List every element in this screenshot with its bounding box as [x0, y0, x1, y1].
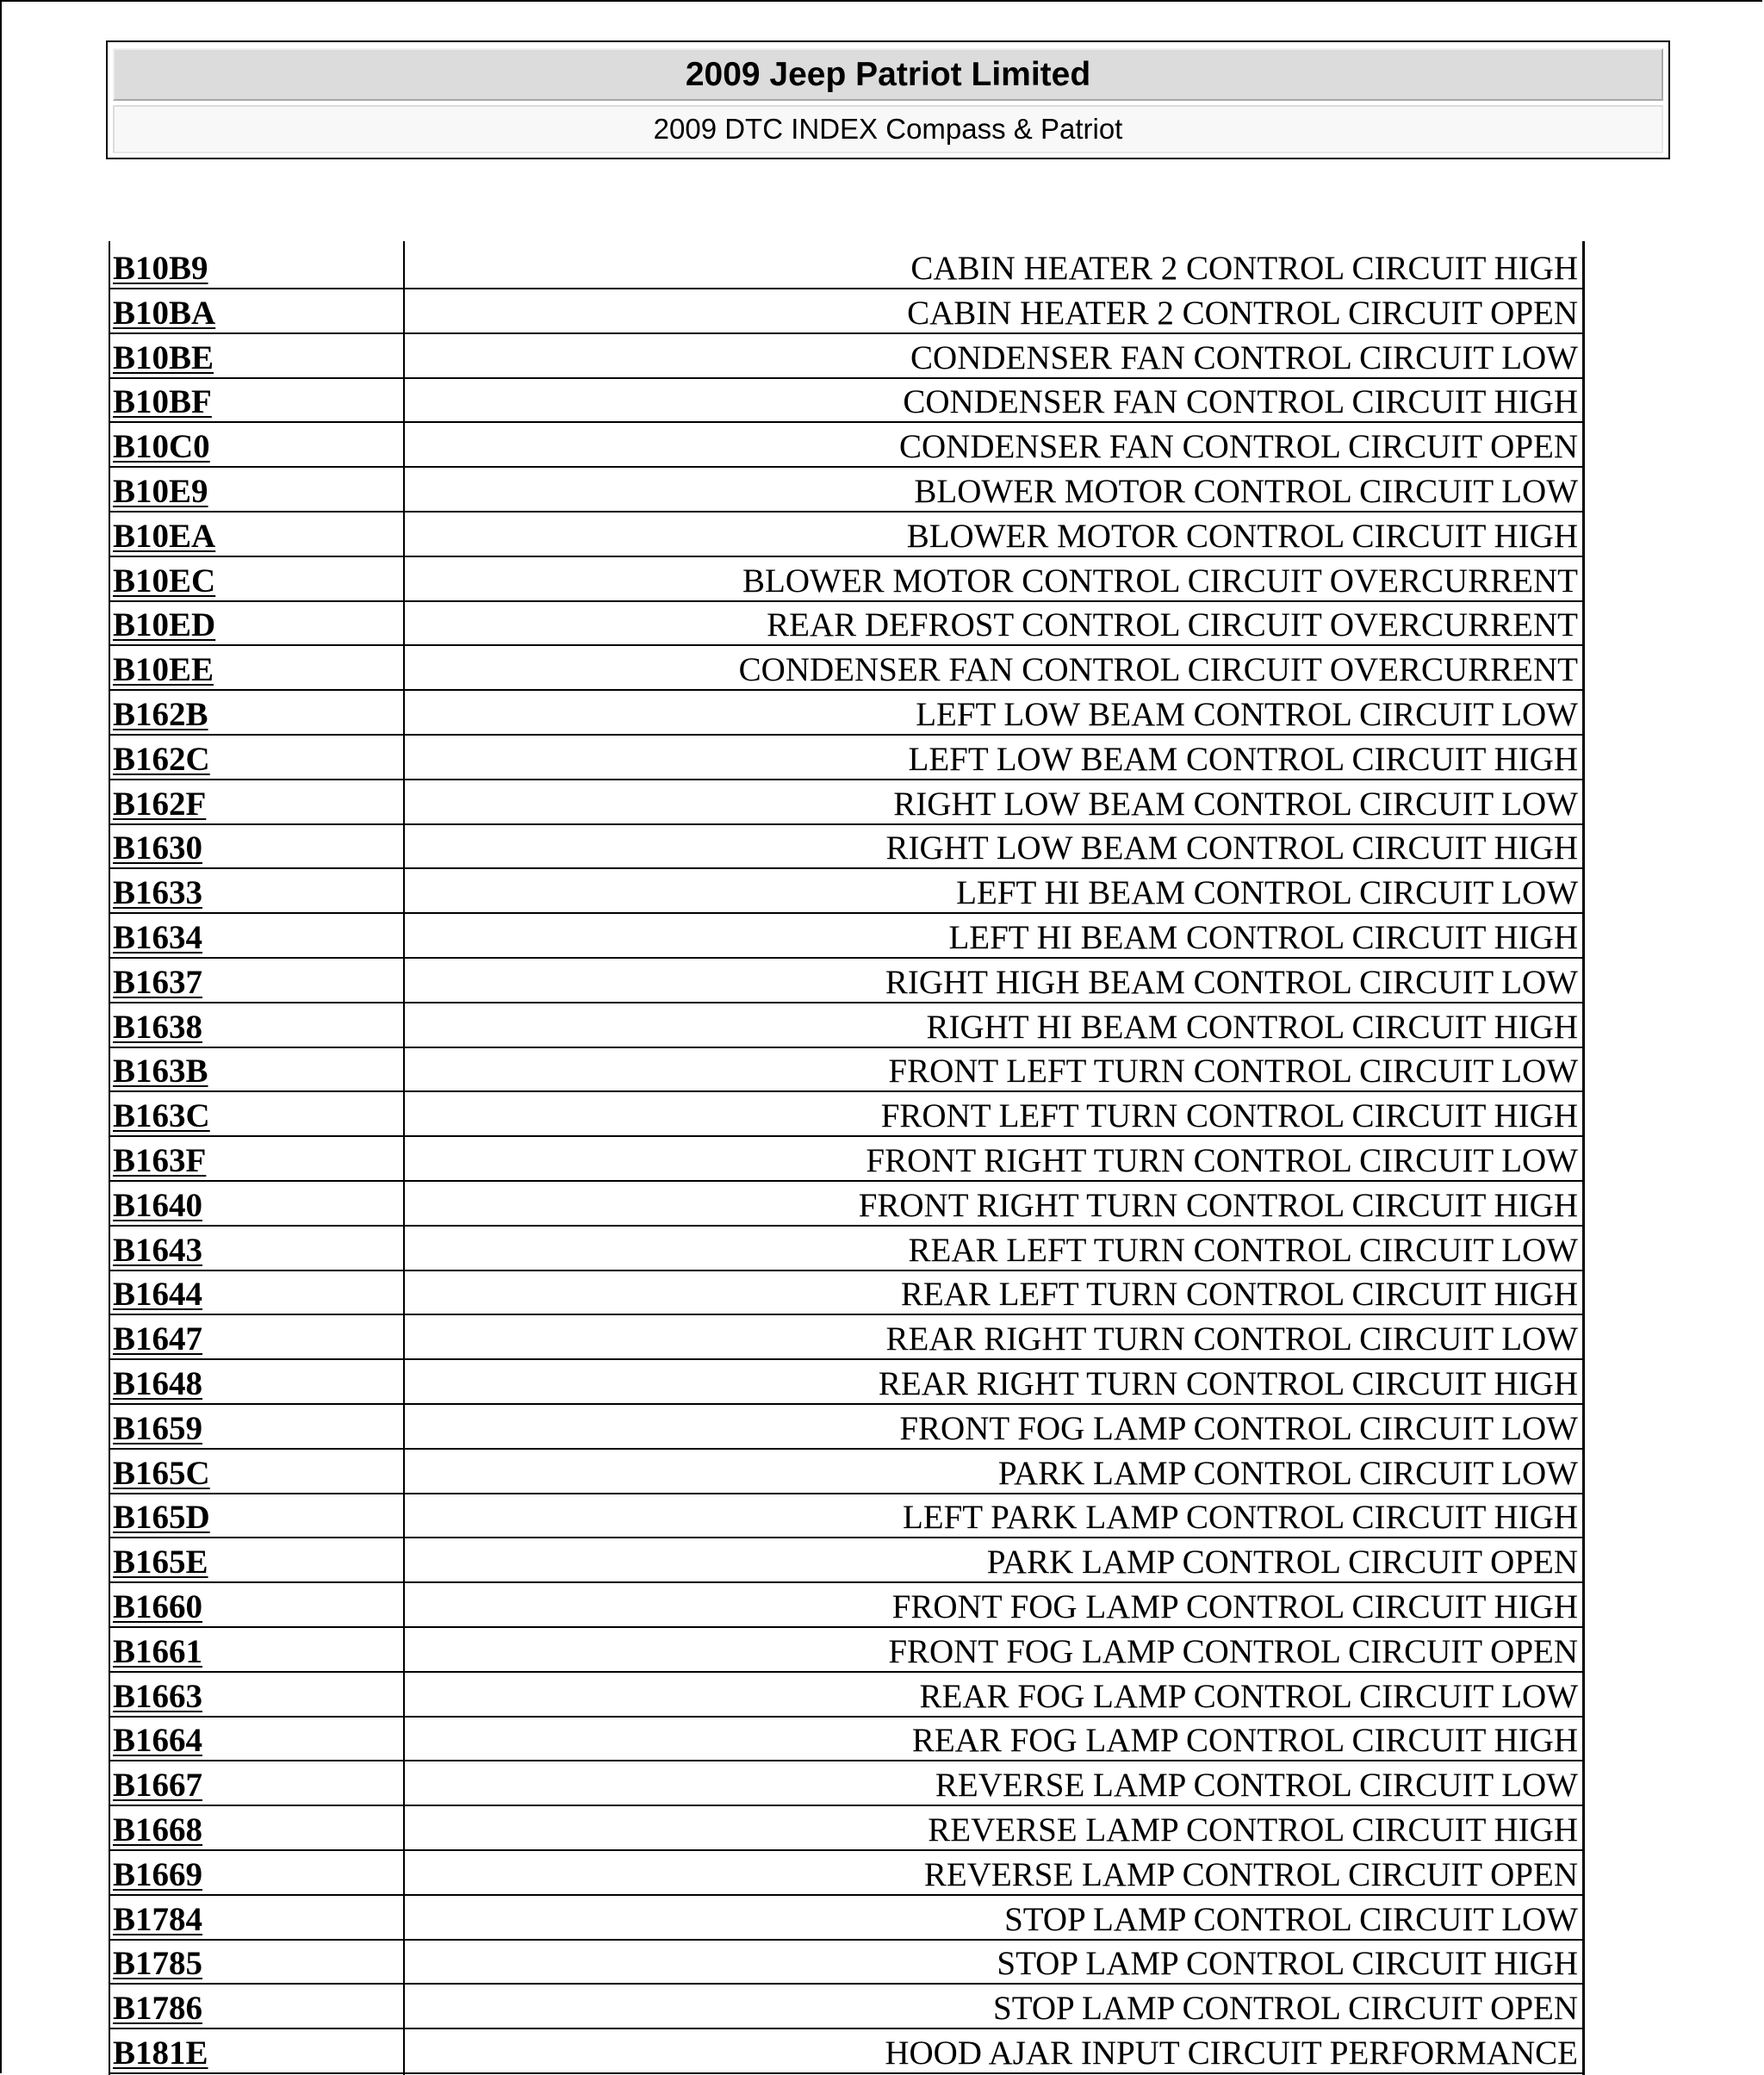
dtc-code-link[interactable]: B1648	[113, 1365, 203, 1402]
dtc-description: REVERSE LAMP CONTROL CIRCUIT OPEN	[923, 1855, 1578, 1893]
dtc-code-link[interactable]: B10BA	[113, 294, 216, 332]
dtc-code-link[interactable]: B162C	[113, 740, 210, 778]
dtc-description: FRONT LEFT TURN CONTROL CIRCUIT LOW	[888, 1053, 1578, 1090]
table-row	[110, 959, 1582, 1003]
dtc-description: FRONT LEFT TURN CONTROL CIRCUIT HIGH	[880, 1097, 1578, 1135]
dtc-description: BLOWER MOTOR CONTROL CIRCUIT HIGH	[906, 517, 1578, 555]
table-row	[110, 824, 1582, 869]
table-row	[110, 1315, 1582, 1360]
dtc-code-link[interactable]: B165D	[113, 1499, 210, 1537]
table-row	[110, 1851, 1582, 1896]
dtc-description: CONDENSER FAN CONTROL CIRCUIT HIGH	[903, 383, 1578, 421]
dtc-code-link[interactable]: B1664	[113, 1722, 203, 1760]
dtc-description: LEFT PARK LAMP CONTROL CIRCUIT HIGH	[902, 1499, 1578, 1537]
table-row	[110, 1538, 1582, 1583]
dtc-description: FRONT FOG LAMP CONTROL CIRCUIT OPEN	[888, 1632, 1578, 1670]
dtc-code-link[interactable]: B1668	[113, 1811, 203, 1848]
dtc-code-link[interactable]: B1785	[113, 1945, 203, 1983]
dtc-code-link[interactable]: B163C	[113, 1097, 210, 1135]
dtc-description: LEFT HI BEAM CONTROL CIRCUIT LOW	[956, 874, 1578, 912]
dtc-code-link[interactable]: B1661	[113, 1632, 203, 1670]
dtc-description: REAR RIGHT TURN CONTROL CIRCUIT HIGH	[878, 1365, 1578, 1402]
dtc-description: REAR LEFT TURN CONTROL CIRCUIT LOW	[908, 1231, 1578, 1269]
dtc-code-link[interactable]: B10BF	[113, 383, 212, 421]
dtc-code-link[interactable]: B1659	[113, 1409, 203, 1447]
table-row	[110, 468, 1582, 513]
dtc-description: RIGHT LOW BEAM CONTROL CIRCUIT HIGH	[885, 829, 1578, 867]
dtc-description: PARK LAMP CONTROL CIRCUIT OPEN	[986, 1544, 1578, 1581]
dtc-code-link[interactable]: B1669	[113, 1855, 203, 1893]
table-row	[110, 691, 1582, 736]
dtc-description: FRONT RIGHT TURN CONTROL CIRCUIT LOW	[866, 1142, 1578, 1179]
dtc-code-link[interactable]: B10B9	[113, 250, 208, 287]
dtc-description: HOOD AJAR INPUT CIRCUIT PERFORMANCE	[885, 2035, 1578, 2072]
dtc-description: PARK LAMP CONTROL CIRCUIT LOW	[997, 1454, 1578, 1492]
dtc-description: CONDENSER FAN CONTROL CIRCUIT LOW	[910, 339, 1578, 376]
dtc-description: REVERSE LAMP CONTROL CIRCUIT HIGH	[928, 1811, 1578, 1848]
dtc-code-link[interactable]: B1660	[113, 1588, 203, 1625]
dtc-code-link[interactable]: B1647	[113, 1320, 203, 1358]
table-row	[110, 1003, 1582, 1048]
dtc-code-link[interactable]: B1640	[113, 1186, 203, 1224]
table-row	[110, 1896, 1582, 1941]
dtc-description: CABIN HEATER 2 CONTROL CIRCUIT OPEN	[907, 294, 1578, 332]
table-row	[110, 914, 1582, 959]
dtc-code-link[interactable]: B1667	[113, 1767, 203, 1805]
table-row	[110, 423, 1582, 468]
dtc-code-link[interactable]: B1633	[113, 874, 203, 912]
page-subtitle: 2009 DTC INDEX Compass & Patriot	[113, 105, 1663, 153]
dtc-code-link[interactable]: B10EC	[113, 562, 216, 600]
table-row	[110, 245, 1582, 289]
dtc-description: CONDENSER FAN CONTROL CIRCUIT OVERCURRENT	[738, 651, 1578, 689]
dtc-code-link[interactable]: B165E	[113, 1544, 208, 1581]
dtc-description: FRONT FOG LAMP CONTROL CIRCUIT LOW	[899, 1409, 1578, 1447]
table-row	[110, 1047, 1582, 1092]
dtc-code-link[interactable]: B10C0	[113, 428, 210, 466]
dtc-code-link[interactable]: B1634	[113, 919, 203, 956]
document-header	[106, 40, 1670, 159]
dtc-description: REAR LEFT TURN CONTROL CIRCUIT HIGH	[900, 1276, 1578, 1314]
dtc-description: STOP LAMP CONTROL CIRCUIT LOW	[1004, 1900, 1578, 1938]
dtc-code-link[interactable]: B1786	[113, 1990, 203, 2028]
table-row	[110, 1583, 1582, 1628]
table-row	[110, 1985, 1582, 2029]
dtc-code-link[interactable]: B10EE	[113, 651, 214, 689]
dtc-code-link[interactable]: B162B	[113, 696, 208, 733]
table-row	[110, 378, 1582, 423]
dtc-code-link[interactable]: B162F	[113, 785, 207, 823]
dtc-code-link[interactable]: B163F	[113, 1142, 207, 1179]
table-row	[110, 2029, 1582, 2074]
dtc-description: BLOWER MOTOR CONTROL CIRCUIT OVERCURRENT	[742, 562, 1578, 600]
dtc-code-link[interactable]: B1644	[113, 1276, 203, 1314]
dtc-code-link[interactable]: B1784	[113, 1900, 203, 1938]
dtc-code-link[interactable]: B10ED	[113, 606, 216, 644]
dtc-code-link[interactable]: B165C	[113, 1454, 210, 1492]
dtc-description: LEFT LOW BEAM CONTROL CIRCUIT HIGH	[908, 740, 1578, 778]
table-row	[110, 646, 1582, 691]
dtc-code-link[interactable]: B10BE	[113, 339, 214, 376]
table-row	[110, 1717, 1582, 1761]
dtc-description: RIGHT HI BEAM CONTROL CIRCUIT HIGH	[926, 1008, 1578, 1046]
table-row	[110, 1405, 1582, 1450]
table-row	[110, 289, 1582, 334]
dtc-description: CONDENSER FAN CONTROL CIRCUIT OPEN	[899, 428, 1578, 466]
table-row	[110, 1227, 1582, 1271]
dtc-code-link[interactable]: B1643	[113, 1231, 203, 1269]
dtc-description: FRONT RIGHT TURN CONTROL CIRCUIT HIGH	[858, 1186, 1578, 1224]
dtc-description: CABIN HEATER 2 CONTROL CIRCUIT HIGH	[910, 250, 1578, 287]
table-row	[110, 513, 1582, 557]
dtc-description: STOP LAMP CONTROL CIRCUIT HIGH	[997, 1945, 1578, 1983]
table-row	[110, 1940, 1582, 1985]
table-row	[110, 1628, 1582, 1673]
table-row	[110, 1494, 1582, 1538]
dtc-description: REAR DEFROST CONTROL CIRCUIT OVERCURRENT	[767, 606, 1578, 644]
page-title: 2009 Jeep Patriot Limited	[113, 48, 1663, 101]
dtc-description: REAR RIGHT TURN CONTROL CIRCUIT LOW	[885, 1320, 1578, 1358]
dtc-description: RIGHT HIGH BEAM CONTROL CIRCUIT LOW	[885, 963, 1578, 1001]
dtc-description: LEFT LOW BEAM CONTROL CIRCUIT LOW	[916, 696, 1578, 733]
dtc-code-link[interactable]: B163B	[113, 1053, 208, 1090]
dtc-index-table	[109, 241, 1585, 2075]
dtc-description: FRONT FOG LAMP CONTROL CIRCUIT HIGH	[891, 1588, 1578, 1625]
table-row	[110, 1360, 1582, 1405]
table-row	[110, 1673, 1582, 1718]
dtc-code-link[interactable]: B10EA	[113, 517, 216, 555]
table-row	[110, 1806, 1582, 1851]
table-row	[110, 736, 1582, 780]
dtc-description: REVERSE LAMP CONTROL CIRCUIT LOW	[935, 1767, 1578, 1805]
table-row	[110, 1761, 1582, 1806]
dtc-description: LEFT HI BEAM CONTROL CIRCUIT HIGH	[948, 919, 1578, 956]
table-row	[110, 557, 1582, 602]
dtc-code-link[interactable]: B10E9	[113, 473, 208, 510]
dtc-code-link[interactable]: B1637	[113, 963, 203, 1001]
dtc-description: REAR FOG LAMP CONTROL CIRCUIT LOW	[919, 1677, 1578, 1715]
dtc-description: RIGHT LOW BEAM CONTROL CIRCUIT LOW	[893, 785, 1578, 823]
dtc-code-link[interactable]: B1630	[113, 829, 203, 867]
table-row	[110, 334, 1582, 379]
dtc-code-link[interactable]: B181E	[113, 2035, 208, 2072]
table-row	[110, 1182, 1582, 1227]
dtc-description: REAR FOG LAMP CONTROL CIRCUIT HIGH	[911, 1722, 1578, 1760]
table-row	[110, 1450, 1582, 1494]
table-row	[110, 1270, 1582, 1315]
table-row	[110, 1137, 1582, 1182]
table-row	[110, 869, 1582, 914]
dtc-code-link[interactable]: B1638	[113, 1008, 203, 1046]
dtc-description: BLOWER MOTOR CONTROL CIRCUIT LOW	[914, 473, 1578, 510]
dtc-description: STOP LAMP CONTROL CIRCUIT OPEN	[993, 1990, 1578, 2028]
table-row	[110, 1092, 1582, 1137]
table-row	[110, 601, 1582, 646]
table-row	[110, 780, 1582, 825]
dtc-code-link[interactable]: B1663	[113, 1677, 203, 1715]
